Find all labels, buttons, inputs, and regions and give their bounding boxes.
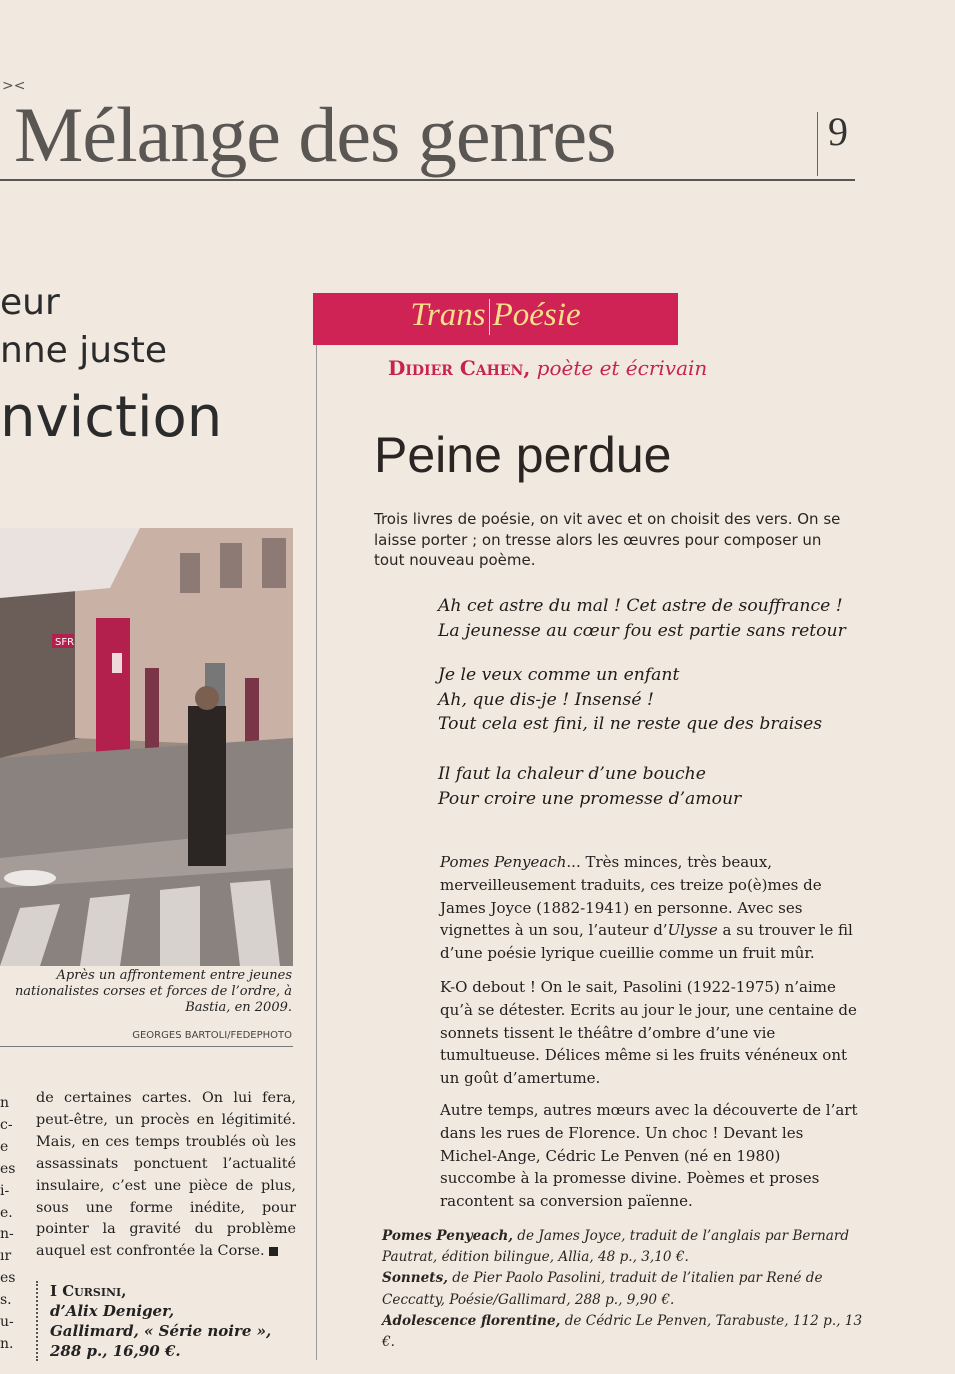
byline-name: Didier Cahen, — [388, 356, 531, 380]
review-1-text: ... Très minces, très beaux, merveilleusement traduits, ces treize po(è)mes de James Joyce (1882-1941) en personne. Avec ses vignettes à un sou, l’auteur d’ — [440, 853, 822, 940]
caption-rule — [0, 1046, 293, 1047]
left-headline-line-3: nviction — [0, 385, 223, 450]
left-article-body — [36, 1088, 296, 1263]
kicker-divider — [489, 299, 490, 335]
reference-1-text: de James Joyce, traduit de l’anglais par Bernard Pautrat, édition bilingue, Allia, 48 p., 3,10 €. — [382, 1228, 850, 1266]
byline — [388, 356, 707, 380]
reference-3 — [382, 1311, 872, 1353]
article-intro: Trois livres de poésie, on vit avec et on choisit des vers. On se laisse porter ; on tresse alors les œuvres pour composer un tout nouveau poème. — [374, 510, 841, 569]
left-headline-line-2: nne juste — [0, 330, 168, 371]
end-of-article-mark — [269, 1247, 278, 1256]
poem-line: Ah, que dis-je ! Insensé ! — [438, 689, 654, 710]
book-title: I Cursini, — [50, 1282, 127, 1300]
review-paragraph-2: K-O debout ! On le sait, Pasolini (1922-1975) n’aime qu’à se détester. Ecrits au jour le jour, une centaine de sonnets tissent le théâtre d’ombre d’une vie tumultueuse. Délices même si les fruits vénéneux ont un goût d’amertume. — [440, 978, 857, 1088]
review-1-work: Ulysse — [667, 921, 718, 940]
street-photo — [0, 528, 293, 966]
reference-3-title: Adolescence florentine, — [382, 1312, 561, 1329]
page-number-divider — [817, 112, 818, 176]
kicker-left: Trans — [410, 297, 486, 333]
poem-line: La jeunesse au cœur fou est partie sans retour — [438, 620, 846, 641]
poem-line: Je le veux comme un enfant — [438, 665, 680, 685]
poem-line: Ah cet astre du mal ! Cet astre de souffrance ! — [438, 596, 843, 616]
poem-stanza-2 — [438, 663, 878, 737]
photo-caption: Après un affrontement entre jeunes nationalistes corses et forces de l’ordre, à Bastia, en 2009. — [14, 968, 292, 1015]
kicker-right: Poésie — [492, 297, 581, 333]
review-paragraph-3: Autre temps, autres mœurs avec la découverte de l’art dans les rues de Florence. Un choc ! Devant les Michel-Ange, Cédric Le Penven (né en 1980) succombe à la promesse divine. Poèmes et proses racontent sa conversion païenne. — [440, 1101, 858, 1211]
kicker-label — [313, 297, 678, 335]
reference-3-text: de Cédric Le Penven, Tarabuste, 112 p., 13 €. — [382, 1312, 863, 1351]
review-paragraph-1 — [440, 851, 860, 965]
review-1-end: a su trouver le fil d’une poésie lyrique cueillie comme un fruit mûr. — [440, 921, 853, 963]
review-1-title: Pomes Penyeach — [440, 853, 567, 871]
reference-2 — [382, 1268, 872, 1310]
left-article-text: de certaines cartes. On lui fera, peut-être, un procès en légitimité. Mais, en ces temps troublés où les assassinats ponctuent l’actualité insulaire, c’est une pièce de plus, sous une forme inédite, pour pointer la gravité du problème auquel est confrontée la Corse. — [36, 1090, 296, 1260]
book-reference — [36, 1281, 310, 1361]
page-number: 9 — [828, 109, 848, 154]
book-author: d’Alix Deniger, — [50, 1302, 175, 1320]
reference-2-title: Sonnets, — [382, 1270, 448, 1287]
book-price: 288 p., 16,90 €. — [50, 1342, 181, 1360]
corner-mark: >< — [2, 78, 26, 94]
reference-1-title: Pomes Penyeach, — [382, 1228, 513, 1244]
photo-credit: GEORGES BARTOLI/FEDEPHOTO — [132, 1030, 292, 1041]
reference-2-text: de Pier Paolo Pasolini, traduit de l’italien par René de Ceccatty, Poésie/Gallimard, 288 p., 9,90 €. — [382, 1270, 823, 1308]
poem-line: Pour croire une promesse d’amour — [438, 788, 742, 809]
section-title: Mélange des genres — [14, 91, 616, 178]
poem-line: Il faut la chaleur d’une bouche — [438, 764, 706, 784]
shop-sign-text: SFR — [55, 637, 75, 648]
header-rule — [0, 179, 855, 181]
poem-stanza-1 — [438, 594, 878, 643]
poem-stanza-3 — [438, 762, 878, 811]
cropped-column-edge: n c- e es i- e. n- ır es s. u- n. — [0, 1095, 16, 1352]
article-headline: Peine perdue — [374, 427, 672, 483]
column-divider — [316, 300, 317, 1360]
book-references — [382, 1226, 872, 1353]
reference-1 — [382, 1226, 872, 1268]
poem-line: Tout cela est fini, il ne reste que des braises — [438, 714, 823, 735]
left-headline-line-1: eur — [0, 282, 60, 323]
book-publisher: Gallimard, « Série noire », — [50, 1322, 272, 1340]
byline-role: poète et écrivain — [536, 356, 708, 380]
